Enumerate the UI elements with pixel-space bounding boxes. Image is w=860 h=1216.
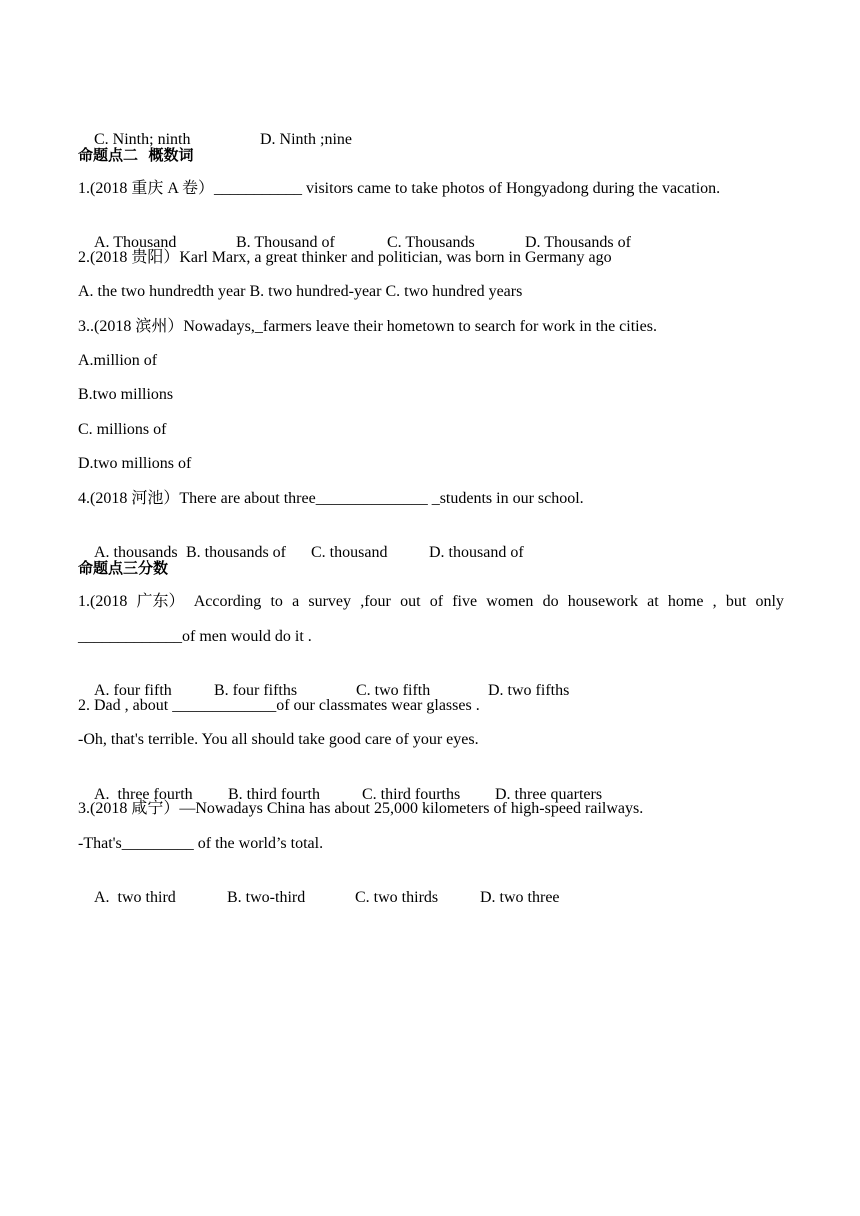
option-a: A.million of bbox=[78, 352, 158, 369]
option-a: A. thousands bbox=[94, 544, 178, 561]
question-2-3: 3..(2018 滨州）Nowadays,_farmers leave their hometown to search for work in the cities. bbox=[78, 318, 657, 335]
section-heading-2: 命题点二 概数词 bbox=[78, 146, 194, 164]
word: , bbox=[712, 593, 717, 610]
option-b: B. third fourth bbox=[228, 786, 320, 803]
question-2-1: 1.(2018 重庆 A 卷）___________ visitors came to take photos of Hongyadong during the vacation. bbox=[78, 180, 721, 197]
option-b: B. thousands of bbox=[186, 544, 286, 561]
question-3-2-reply: -Oh, that's terrible. You all should take good care of your eyes. bbox=[78, 731, 479, 748]
option-a: A. Thousand bbox=[94, 234, 177, 251]
option-a: A. two third bbox=[94, 889, 176, 906]
option-d: D. Ninth ;nine bbox=[260, 131, 352, 148]
option-a: A. four fifth bbox=[94, 682, 172, 699]
option-b: B.two millions bbox=[78, 386, 174, 403]
word: only bbox=[755, 593, 784, 610]
word: do bbox=[542, 593, 559, 610]
option-c: C. two fifth bbox=[356, 682, 431, 699]
question-3-1 bbox=[78, 592, 784, 612]
option-b: B. two-third bbox=[227, 889, 306, 906]
option-d: D. two fifths bbox=[488, 682, 570, 699]
word: 1.(2018 bbox=[78, 593, 128, 610]
word: but bbox=[725, 593, 747, 610]
option-d: D. thousand of bbox=[429, 544, 524, 561]
section-heading-3: 命题点三分数 bbox=[78, 559, 169, 577]
option-c: C. Ninth; ninth bbox=[94, 131, 191, 148]
option-d: D. two three bbox=[480, 889, 560, 906]
word: 广东） bbox=[136, 593, 185, 610]
word: of bbox=[429, 593, 444, 610]
option-a: A. three fourth bbox=[94, 786, 193, 803]
question-3-3-reply: -That's_________ of the world’s total. bbox=[78, 835, 324, 852]
option-d: D. three quarters bbox=[495, 786, 603, 803]
option-c: C. two thirds bbox=[355, 889, 439, 906]
word: at bbox=[647, 593, 659, 610]
option-c: C. thousand bbox=[311, 544, 388, 561]
option-b: B. four fifths bbox=[214, 682, 298, 699]
word: home bbox=[667, 593, 704, 610]
word: housework bbox=[567, 593, 638, 610]
word: survey bbox=[308, 593, 352, 610]
question-2-2-options: A. the two hundredth year B. two hundred-year C. two hundred years bbox=[78, 283, 523, 300]
word: women bbox=[486, 593, 534, 610]
word: to bbox=[270, 593, 283, 610]
option-b: B. Thousand of bbox=[236, 234, 335, 251]
option-d: D.two millions of bbox=[78, 455, 192, 472]
option-c: C. millions of bbox=[78, 421, 167, 438]
question-3-3-options bbox=[78, 868, 560, 928]
question-3-2: 2. Dad , about _____________of our classmates wear glasses . bbox=[78, 697, 480, 714]
word: a bbox=[292, 593, 300, 610]
option-d: D. Thousands of bbox=[525, 234, 631, 251]
word: ,four bbox=[360, 593, 391, 610]
word: According bbox=[193, 593, 262, 610]
question-2-4: 4.(2018 河池）There are about three______________ _students in our school. bbox=[78, 490, 584, 507]
option-c: C. third fourths bbox=[362, 786, 461, 803]
question-2-2: 2.(2018 贵阳）Karl Marx, a great thinker and politician, was born in Germany ago bbox=[78, 249, 612, 266]
question-3-1-continued: _____________of men would do it . bbox=[78, 628, 312, 645]
option-c: C. Thousands bbox=[387, 234, 475, 251]
word: out bbox=[400, 593, 421, 610]
word: five bbox=[452, 593, 478, 610]
question-3-3: 3.(2018 咸宁）—Nowadays China has about 25,000 kilometers of high-speed railways. bbox=[78, 800, 644, 817]
